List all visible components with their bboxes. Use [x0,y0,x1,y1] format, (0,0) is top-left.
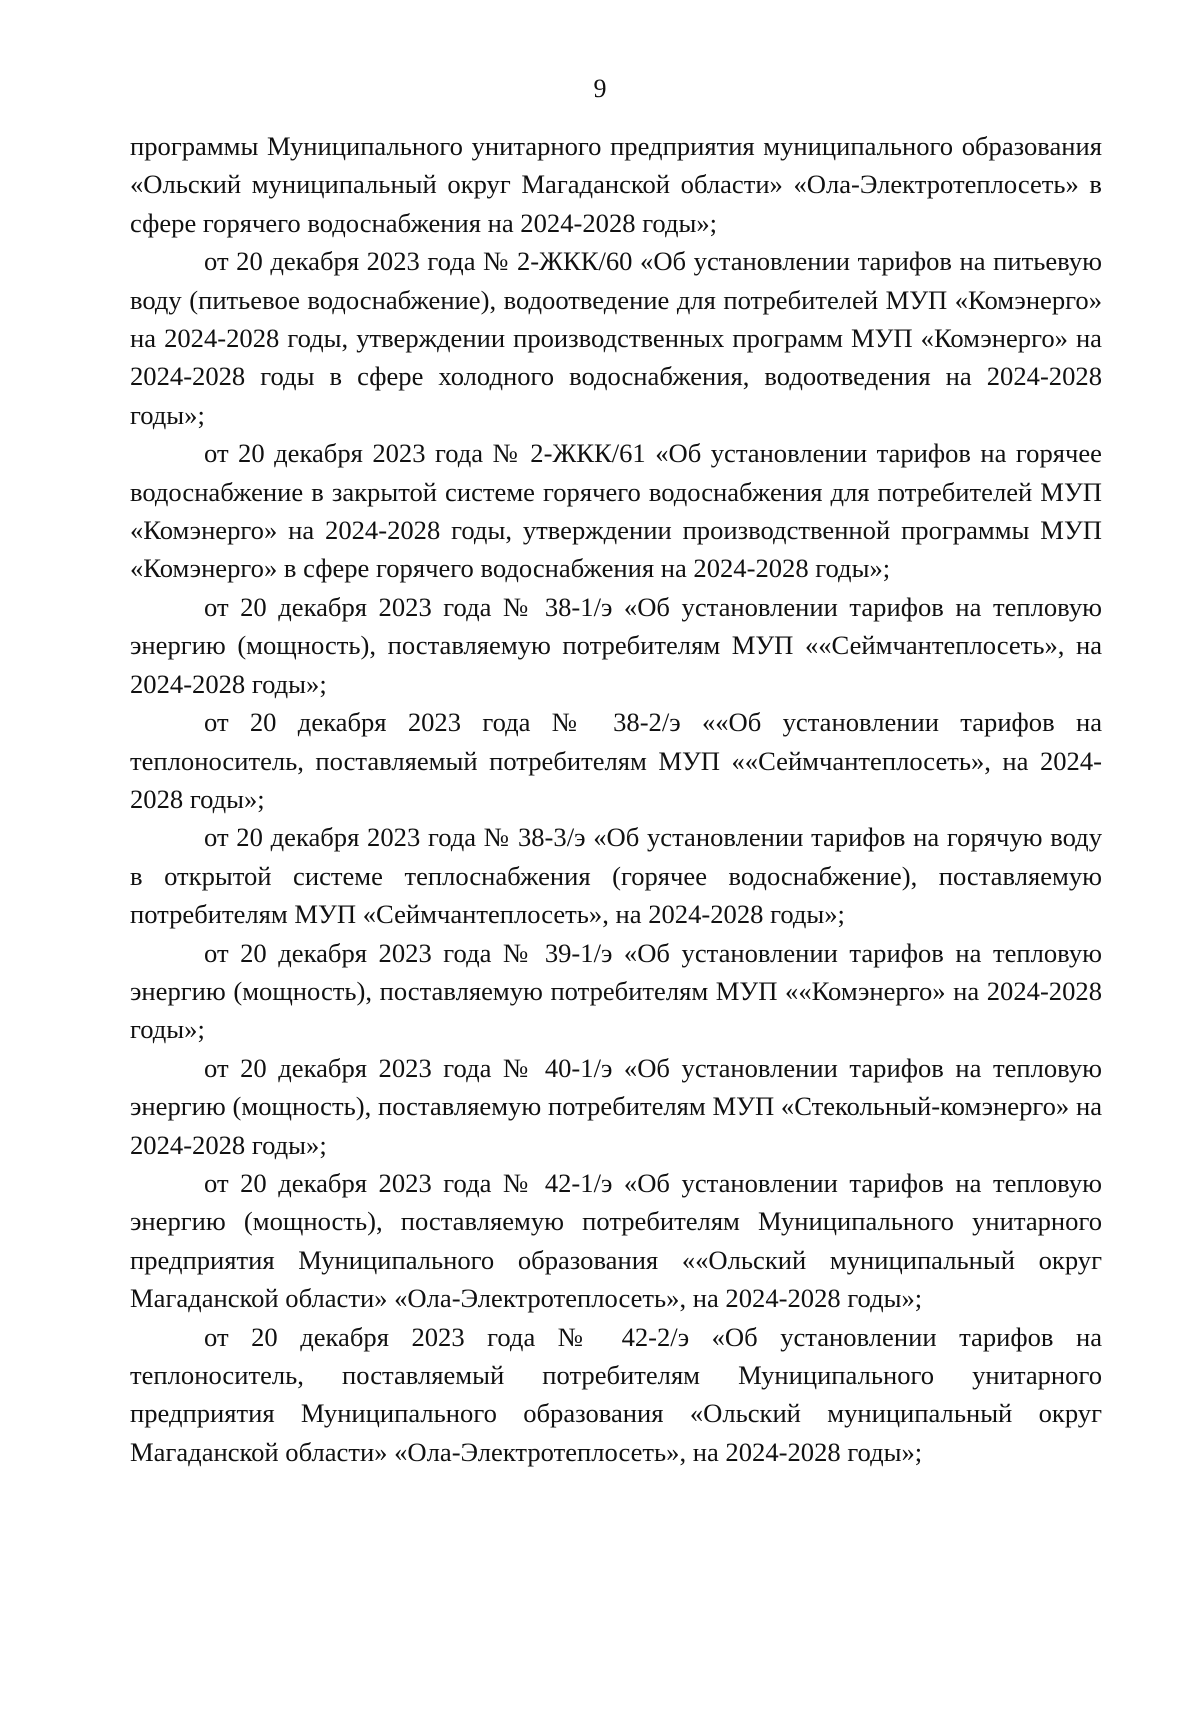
paragraph-resolution-40-1: от 20 декабря 2023 года № 40-1/э «Об установлении тарифов на тепловую энергию (мощность), поставляемую потребителям МУП «Стекольный-комэнерго» на 2024-2028 годы»; [130,1052,1102,1160]
paragraph-resolution-38-1: от 20 декабря 2023 года № 38-1/э «Об установлении тарифов на тепловую энергию (мощность), поставляемую потребителям МУП ««Сеймчантеплосеть», на 2024-2028 годы»; [130,591,1102,699]
paragraph-resolution-38-2: от 20 декабря 2023 года № 38-2/э ««Об установлении тарифов на теплоноситель, поставляемый потребителям МУП ««Сеймчантеплосеть», на 2024-2028 годы»; [130,707,1102,814]
paragraph-resolution-39-1: от 20 декабря 2023 года № 39-1/э «Об установлении тарифов на тепловую энергию (мощность), поставляемую потребителям МУП ««Комэнерго» на 2024-2028 годы»; [130,937,1102,1045]
paragraph-resolution-38-3: от 20 декабря 2023 года № 38-3/э «Об установлении тарифов на горячую воду в открытой системе теплоснабжения (горячее водоснабжение), поставляемую потребителям МУП «Сеймчантеплосеть», на 2024-2028 годы»; [130,822,1102,930]
page-number: 9 [593,74,607,103]
paragraph-resolution-2-zhkk-61: от 20 декабря 2023 года № 2-ЖКК/61 «Об установлении тарифов на горячее водоснабжение в закрытой системе горячего водоснабжения для потребителей МУП «Комэнерго» на 2024-2028 годы, утверждении производственной программы МУП «Комэнерго» в сфере горячего водоснабжения на 2024-2028 годы»; [130,438,1102,584]
document-body [130,127,1102,1471]
paragraph-continuation: программы Муниципального унитарного предприятия муниципального образования «Ольский муниципальный округ Магаданской области» «Ола-Электротеплосеть» в сфере горячего водоснабжения на 2024-2028 годы»; [130,131,1102,238]
paragraph-resolution-42-1: от 20 декабря 2023 года № 42-1/э «Об установлении тарифов на тепловую энергию (мощность), поставляемую потребителям Муниципального унитарного предприятия Муниципального образования ««Ольский муниципальный округ Магаданской области» «Ола-Электротеплосеть», на 2024-2028 годы»; [130,1167,1102,1314]
paragraph-resolution-2-zhkk-60: от 20 декабря 2023 года № 2-ЖКК/60 «Об установлении тарифов на питьевую воду (питьевое водоснабжение), водоотведение для потребителей МУП «Комэнерго» на 2024-2028 годы, утверждении производственных программ МУП «Комэнерго» на 2024-2028 годы в сфере холодного водоснабжения, водоотведения на 2024-2028 годы»; [130,246,1102,430]
paragraph-resolution-42-2: от 20 декабря 2023 года № 42-2/э «Об установлении тарифов на теплоноситель, поставляемый потребителям Муниципального унитарного предприятия Муниципального образования «Ольский муниципальный округ Магаданской области» «Ола-Электротеплосеть», на 2024-2028 годы»; [130,1321,1102,1467]
